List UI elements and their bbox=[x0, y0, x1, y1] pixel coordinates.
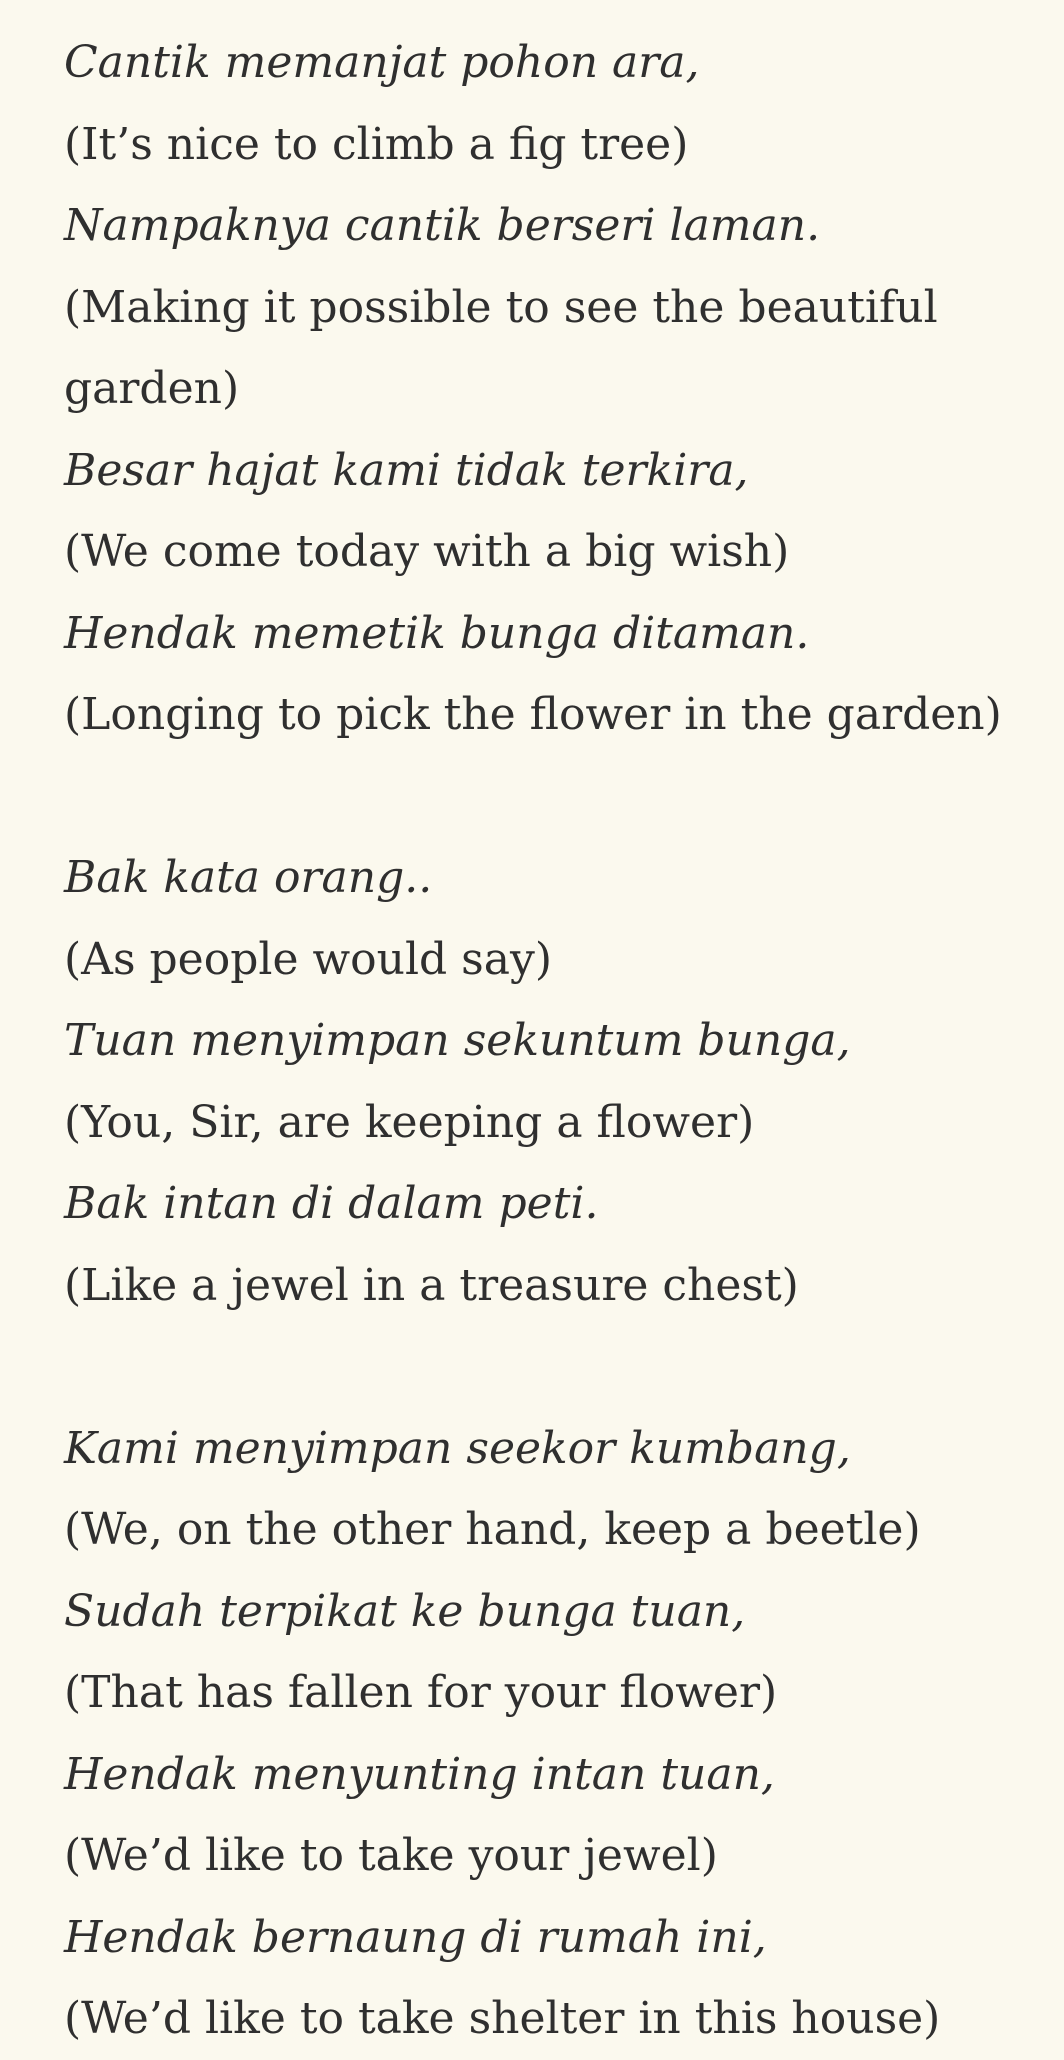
malay-line: Sudah terpikat ke bunga tuan, bbox=[64, 1585, 746, 1637]
english-translation: (We’d like to take your jewel) bbox=[64, 1830, 718, 1881]
malay-line: Kami menyimpan seekor kumbang, bbox=[64, 1422, 851, 1474]
stanza-2 bbox=[64, 837, 1044, 1326]
stanza-1 bbox=[64, 22, 1044, 756]
malay-line: Hendak memetik bunga ditaman. bbox=[64, 607, 810, 659]
malay-line: Hendak bernaung di rumah ini, bbox=[64, 1911, 767, 1963]
english-translation: (As people would say) bbox=[64, 933, 553, 985]
malay-line: Bak intan di dalam peti. bbox=[64, 1178, 599, 1229]
malay-line: Tuan menyimpan sekuntum bunga, bbox=[64, 1015, 851, 1066]
english-translation: (We, on the other hand, keep a beetle) bbox=[64, 1504, 921, 1555]
english-translation: (You, Sir, are keeping a flower) bbox=[64, 1096, 755, 1148]
pantun-text bbox=[64, 22, 1044, 2060]
malay-line: Hendak menyunting intan tuan, bbox=[64, 1748, 775, 1800]
malay-line: Cantik memanjat pohon ara, bbox=[64, 37, 700, 88]
english-translation: (It’s nice to climb a fig tree) bbox=[64, 118, 689, 170]
malay-line: Bak kata orang.. bbox=[64, 852, 433, 903]
english-translation: (Longing to pick the flower in the garden) bbox=[64, 689, 1002, 740]
stanza-break bbox=[64, 1326, 1044, 1408]
malay-line: Besar hajat kami tidak terkira, bbox=[64, 444, 749, 496]
english-translation: (We’d like to take shelter in this house) bbox=[64, 1993, 941, 2044]
english-translation: (Making it possible to see the beautiful garden) bbox=[64, 281, 938, 414]
stanza-3 bbox=[64, 1408, 1044, 2060]
stanza-break bbox=[64, 756, 1044, 838]
english-translation: (That has fallen for your flower) bbox=[64, 1667, 778, 1718]
english-translation: (Like a jewel in a treasure chest) bbox=[64, 1259, 799, 1311]
english-translation: (We come today with a big wish) bbox=[64, 526, 790, 577]
malay-line: Nampaknya cantik berseri laman. bbox=[64, 200, 821, 251]
